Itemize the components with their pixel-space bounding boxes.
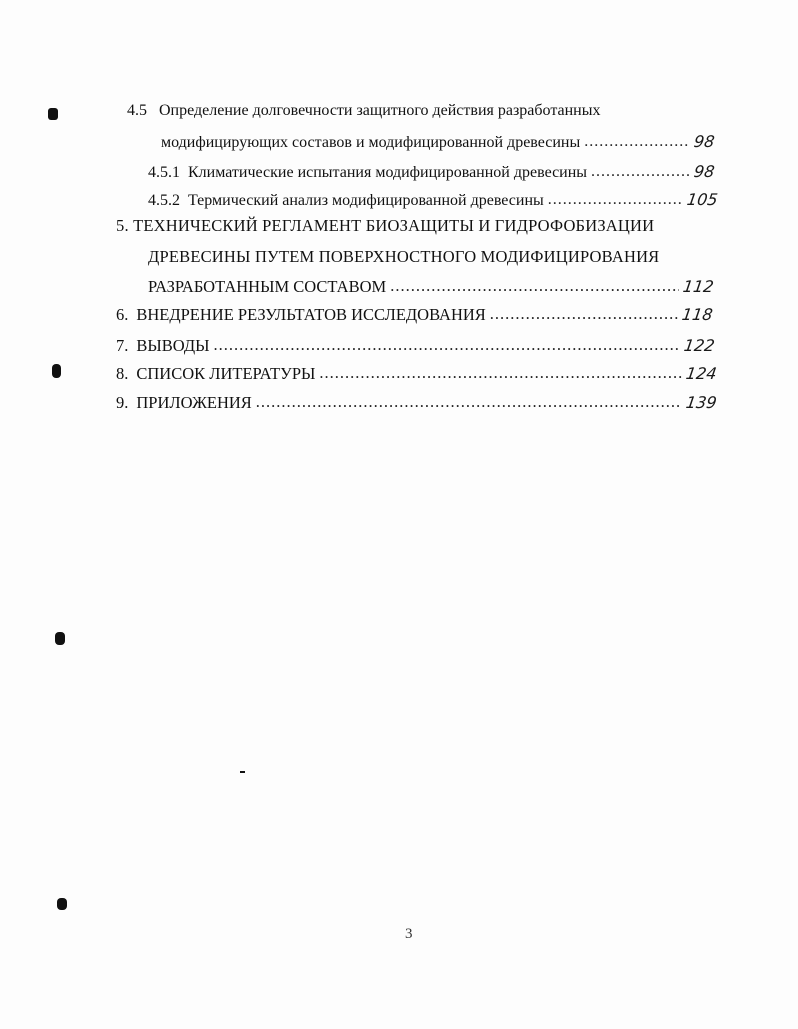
toc-7-page: 122 [683,336,717,355]
toc-5-title-line3: РАЗРАБОТАННЫМ СОСТАВОМ [148,277,387,296]
toc-8-page: 124 [685,364,719,383]
toc-7 [116,336,715,356]
toc-4-5-1-title: Климатические испытания модифицированной древесины [188,164,588,181]
toc-leader-dots [548,190,684,210]
toc-7-number: 7. [116,336,129,355]
scan-mark-3 [55,632,65,645]
scan-mark-4 [57,898,67,910]
toc-9 [116,393,717,413]
toc-leader-dots [584,132,689,152]
toc-8-title: СПИСОК ЛИТЕРАТУРЫ [136,364,316,383]
scan-speck [240,771,245,773]
toc-4-5-2 [148,190,718,211]
toc-5-number: 5. [116,216,129,235]
toc-leader-dots [319,363,682,383]
toc-4-5-title-line2: модифицирующих составов и модифицированной древесины [161,134,581,151]
toc-4-5-line1 [127,101,600,121]
toc-6-page: 118 [681,305,715,324]
toc-4-5-1-page: 98 [692,162,716,181]
toc-9-page: 139 [685,393,719,412]
toc-6-title: ВНЕДРЕНИЕ РЕЗУЛЬТАТОВ ИССЛЕДОВАНИЯ [136,305,486,324]
toc-4-5-title-line1: Определение долговечности защитного действия разработанных [159,102,601,119]
toc-leader-dots [256,392,683,412]
toc-leader-dots [591,162,690,182]
toc-9-number: 9. [116,393,129,412]
toc-5-line2 [148,247,659,267]
toc-4-5-1-number: 4.5.1 [148,164,180,181]
toc-5-title-line2: ДРЕВЕСИНЫ ПУТЕМ ПОВЕРХНОСТНОГО МОДИФИЦИРОВАНИЯ [148,247,660,266]
toc-4-5-number: 4.5 [127,102,147,119]
toc-9-title: ПРИЛОЖЕНИЯ [136,393,252,412]
toc-5-line3 [148,277,714,297]
toc-4-5-line2 [161,132,714,153]
toc-7-title: ВЫВОДЫ [136,336,210,355]
scan-mark-2 [52,364,61,378]
toc-4-5-page: 98 [692,132,716,151]
toc-4-5-2-number: 4.5.2 [148,192,180,209]
toc-6-number: 6. [116,305,129,324]
toc-8-number: 8. [116,364,129,383]
toc-4-5-2-title: Термический анализ модифицированной древесины [188,192,544,209]
toc-5-title-line1: ТЕХНИЧЕСКИЙ РЕГЛАМЕНТ БИОЗАЩИТЫ И ГИДРОФОБИЗАЦИИ [133,216,655,235]
toc-4-5-2-page: 105 [686,190,720,209]
toc-5-page: 112 [682,277,716,296]
toc-leader-dots [390,276,679,296]
toc-leader-dots [490,304,679,324]
toc-5-line1 [116,216,654,236]
toc-6 [116,305,713,325]
page-number: 3 [405,926,413,942]
toc-4-5-1 [148,162,714,183]
toc-leader-dots [214,335,681,355]
toc-8 [116,364,717,384]
scan-mark-1 [48,108,58,120]
